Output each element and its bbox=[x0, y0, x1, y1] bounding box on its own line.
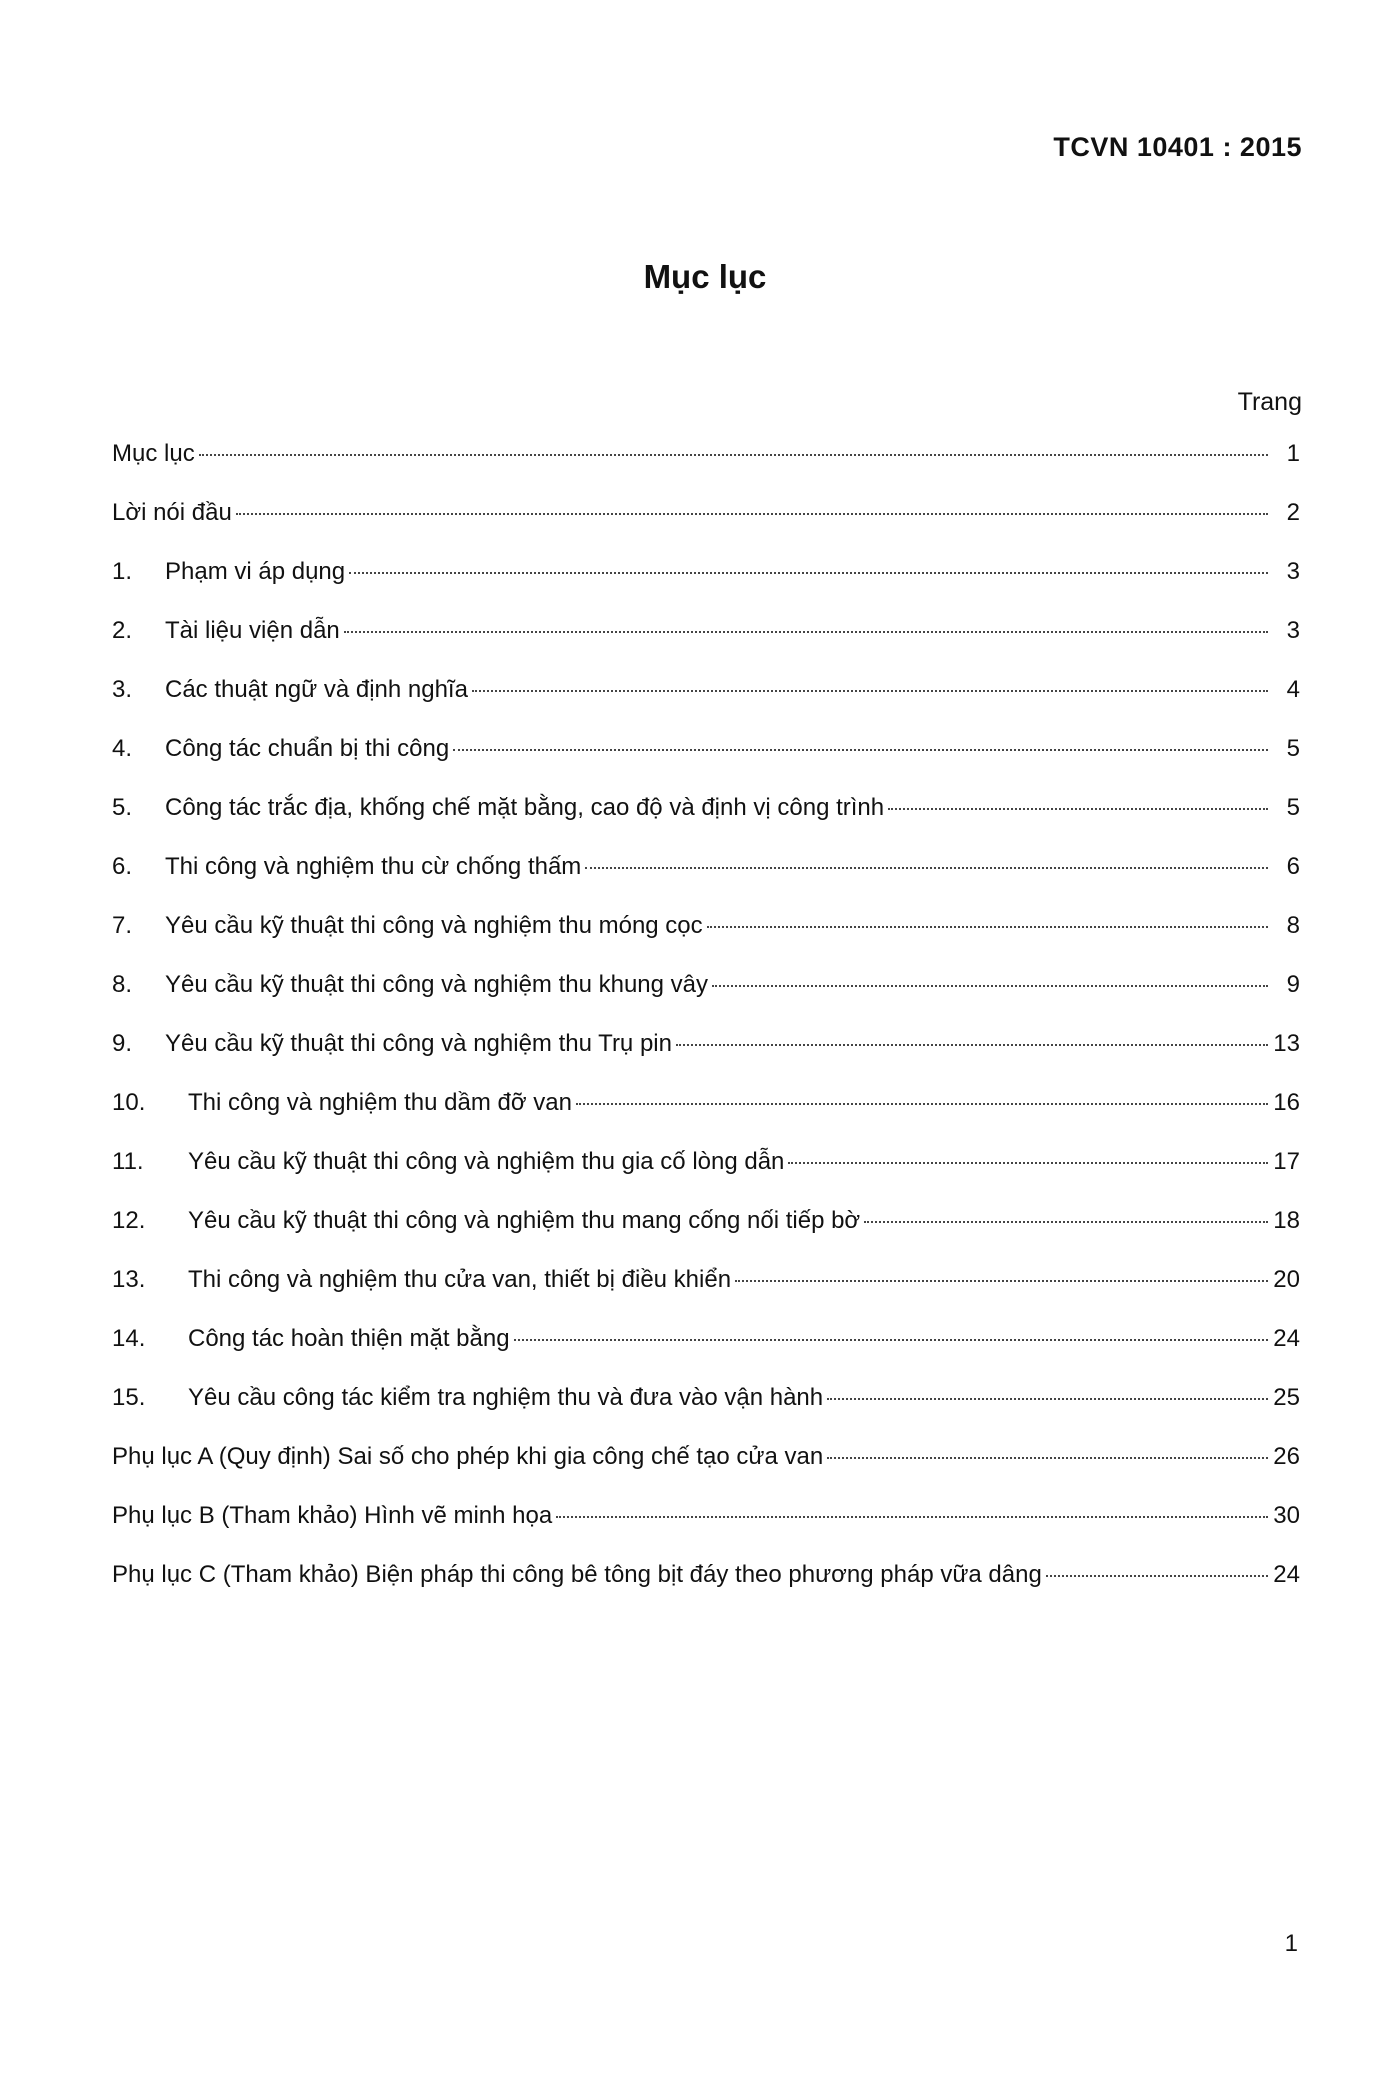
toc-dot-leader bbox=[576, 1103, 1268, 1105]
toc-entry-title: Yêu cầu kỹ thuật thi công và nghiệm thu khung vây bbox=[165, 971, 709, 998]
toc-entry-title: Thi công và nghiệm thu cừ chống thấm bbox=[165, 853, 582, 880]
toc-entry-title: Phụ lục C (Tham khảo) Biện pháp thi công bê tông bịt đáy theo phương pháp vữa dâng bbox=[112, 1561, 1042, 1588]
toc-dot-leader bbox=[827, 1398, 1268, 1400]
toc-dot-leader bbox=[556, 1516, 1268, 1518]
toc-title: Mục lục bbox=[643, 258, 767, 295]
toc-entry[interactable] bbox=[112, 1207, 1300, 1266]
toc-entry-page: 24 bbox=[1273, 1561, 1300, 1588]
page-column-label: Trang bbox=[1237, 388, 1302, 416]
toc-entry-number: 2. bbox=[112, 617, 133, 644]
toc-dot-leader bbox=[585, 867, 1268, 869]
toc-entry-page: 5 bbox=[1286, 735, 1300, 762]
toc-entry-title: Yêu cầu kỹ thuật thi công và nghiệm thu Trụ pin bbox=[165, 1030, 672, 1057]
toc-entry-title: Công tác trắc địa, khống chế mặt bằng, cao độ và định vị công trình bbox=[165, 794, 885, 821]
toc-entry-page: 4 bbox=[1286, 676, 1300, 703]
page-number: 1 bbox=[1284, 1930, 1298, 1957]
toc-entry-title: Thi công và nghiệm thu cửa van, thiết bị điều khiển bbox=[188, 1266, 732, 1293]
toc-entry-number: 5. bbox=[112, 794, 133, 821]
toc-entry[interactable] bbox=[112, 1325, 1300, 1384]
toc-dot-leader bbox=[864, 1221, 1268, 1223]
toc-entry-title: Các thuật ngữ và định nghĩa bbox=[165, 676, 468, 703]
toc-entry-page: 8 bbox=[1286, 912, 1300, 939]
toc-entry[interactable] bbox=[112, 735, 1300, 794]
toc-entry-page: 13 bbox=[1273, 1030, 1300, 1057]
toc-entry-number: 12. bbox=[112, 1207, 146, 1234]
toc-entry-number: 11. bbox=[112, 1148, 144, 1175]
toc-entry-page: 17 bbox=[1273, 1148, 1300, 1175]
toc-entry[interactable] bbox=[112, 1148, 1300, 1207]
toc-entry[interactable] bbox=[112, 617, 1300, 676]
toc-entry-page: 30 bbox=[1273, 1502, 1300, 1529]
toc-entry-title: Phụ lục B (Tham khảo) Hình vẽ minh họa bbox=[112, 1502, 553, 1529]
toc-dot-leader bbox=[349, 572, 1268, 574]
toc-entry-page: 18 bbox=[1273, 1207, 1300, 1234]
toc-entry[interactable] bbox=[112, 1266, 1300, 1325]
toc-entry-page: 24 bbox=[1273, 1325, 1300, 1352]
toc-entry-title: Yêu cầu kỹ thuật thi công và nghiệm thu mang cống nối tiếp bờ bbox=[188, 1207, 861, 1234]
toc-entry-number: 9. bbox=[112, 1030, 133, 1057]
toc-dot-leader bbox=[199, 454, 1268, 456]
toc-entry-number: 7. bbox=[112, 912, 133, 939]
toc-entry-page: 3 bbox=[1286, 617, 1300, 644]
toc-entry-title: Yêu cầu công tác kiểm tra nghiệm thu và đưa vào vận hành bbox=[188, 1384, 824, 1411]
toc-entry-page: 2 bbox=[1286, 499, 1300, 526]
toc-entry-page: 25 bbox=[1273, 1384, 1300, 1411]
toc-entry-page: 5 bbox=[1286, 794, 1300, 821]
toc-entry-number: 4. bbox=[112, 735, 133, 762]
toc-entry-title: Lời nói đầu bbox=[112, 499, 232, 526]
toc-dot-leader bbox=[236, 513, 1268, 515]
toc-entry-title: Mục lục bbox=[112, 440, 195, 467]
toc-dot-leader bbox=[676, 1044, 1268, 1046]
toc-dot-leader bbox=[827, 1457, 1268, 1459]
toc-entry-page: 1 bbox=[1286, 440, 1300, 467]
toc-entry-title: Phụ lục A (Quy định) Sai số cho phép khi gia công chế tạo cửa van bbox=[112, 1443, 824, 1470]
toc-entry[interactable] bbox=[112, 558, 1300, 617]
toc-entry-title: Yêu cầu kỹ thuật thi công và nghiệm thu móng cọc bbox=[165, 912, 703, 939]
toc-dot-leader bbox=[735, 1280, 1268, 1282]
toc-dot-leader bbox=[888, 808, 1268, 810]
toc-entry-number: 10. bbox=[112, 1089, 146, 1116]
toc-entry[interactable] bbox=[112, 971, 1300, 1030]
toc-dot-leader bbox=[1046, 1575, 1268, 1577]
toc-entry[interactable] bbox=[112, 1089, 1300, 1148]
toc-entry-title: Công tác chuẩn bị thi công bbox=[165, 735, 450, 762]
table-of-contents bbox=[112, 440, 1300, 1620]
toc-entry-title: Phạm vi áp dụng bbox=[165, 558, 346, 585]
toc-entry-number: 15. bbox=[112, 1384, 146, 1411]
toc-entry[interactable] bbox=[112, 1561, 1300, 1620]
toc-entry[interactable] bbox=[112, 1030, 1300, 1089]
toc-dot-leader bbox=[453, 749, 1268, 751]
toc-entry-number: 1. bbox=[112, 558, 133, 585]
toc-entry-number: 8. bbox=[112, 971, 133, 998]
toc-dot-leader bbox=[712, 985, 1268, 987]
toc-entry-page: 20 bbox=[1273, 1266, 1300, 1293]
toc-entry-number: 13. bbox=[112, 1266, 146, 1293]
toc-entry-number: 14. bbox=[112, 1325, 146, 1352]
toc-entry-number: 3. bbox=[112, 676, 133, 703]
document-code: TCVN 10401 : 2015 bbox=[1053, 132, 1302, 162]
toc-entry-title: Thi công và nghiệm thu dầm đỡ van bbox=[188, 1089, 572, 1116]
toc-entry[interactable] bbox=[112, 440, 1300, 499]
toc-entry-page: 26 bbox=[1273, 1443, 1300, 1470]
toc-dot-leader bbox=[472, 690, 1268, 692]
toc-entry-page: 6 bbox=[1286, 853, 1300, 880]
toc-entry[interactable] bbox=[112, 912, 1300, 971]
toc-entry[interactable] bbox=[112, 676, 1300, 735]
toc-entry[interactable] bbox=[112, 499, 1300, 558]
toc-dot-leader bbox=[788, 1162, 1268, 1164]
toc-entry-title: Tài liệu viện dẫn bbox=[165, 617, 340, 644]
toc-dot-leader bbox=[514, 1339, 1268, 1341]
toc-entry[interactable] bbox=[112, 1443, 1300, 1502]
toc-entry[interactable] bbox=[112, 853, 1300, 912]
toc-dot-leader bbox=[707, 926, 1268, 928]
toc-entry[interactable] bbox=[112, 1384, 1300, 1443]
toc-entry[interactable] bbox=[112, 794, 1300, 853]
toc-entry-page: 16 bbox=[1273, 1089, 1300, 1116]
toc-entry[interactable] bbox=[112, 1502, 1300, 1561]
toc-entry-page: 9 bbox=[1286, 971, 1300, 998]
toc-dot-leader bbox=[344, 631, 1268, 633]
toc-entry-number: 6. bbox=[112, 853, 133, 880]
toc-entry-title: Yêu cầu kỹ thuật thi công và nghiệm thu gia cố lòng dẫn bbox=[188, 1148, 785, 1175]
toc-entry-title: Công tác hoàn thiện mặt bằng bbox=[188, 1325, 510, 1352]
toc-entry-page: 3 bbox=[1286, 558, 1300, 585]
